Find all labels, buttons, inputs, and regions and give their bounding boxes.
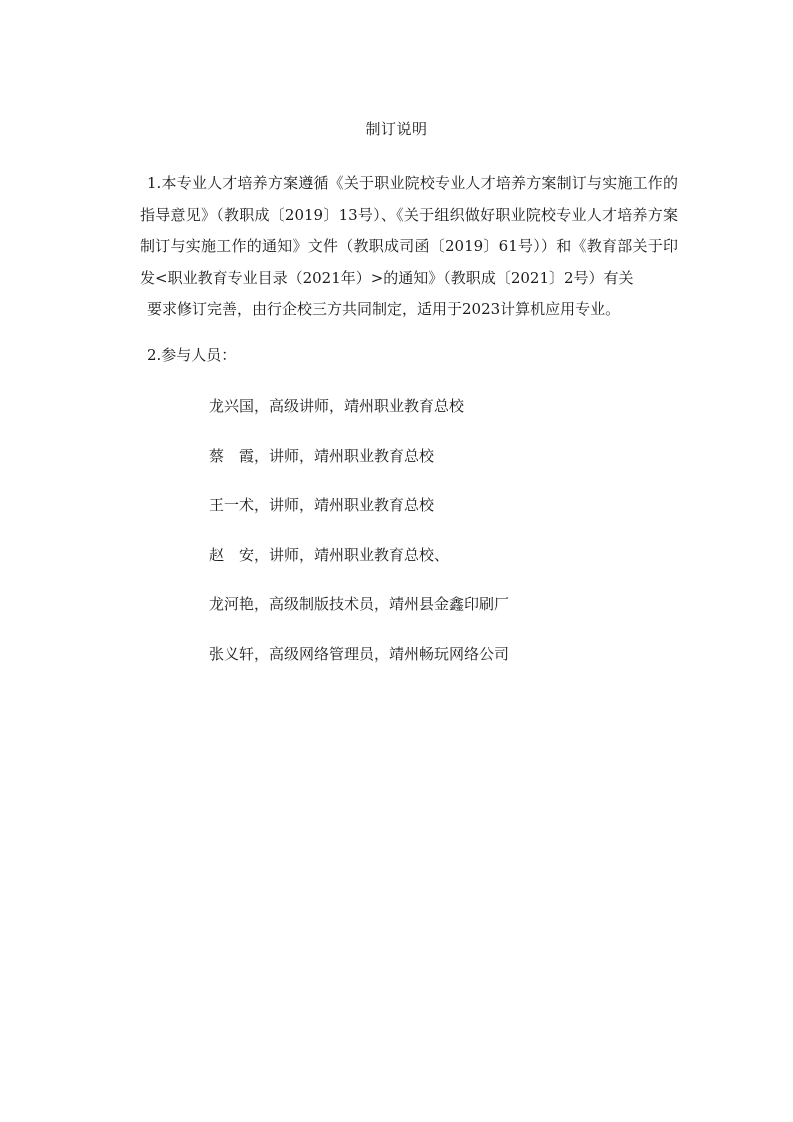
item-1-text: 1.本专业人才培养方案遵循《关于职业院校专业人才培养方案制订与实施工作的指导意见》（教职成〔2019〕13号）、《关于组织做好职业院校专业人才培养方案制订与实施工作的通知》文件（教职成司函〔2019〕61号））和《教育部关于印发<职业教育专业目录（2021年）>的通知》（教职成〔2021〕2号）有关 [140, 174, 678, 287]
document-title: 制订说明 [365, 120, 428, 138]
item-1-paragraph [140, 168, 678, 326]
member-list [209, 391, 629, 689]
member-entry: 龙兴国，高级讲师，靖州职业教育总校 [209, 397, 465, 415]
member-entry: 龙河艳，高级制版技术员，靖州县金鑫印刷厂 [209, 595, 510, 614]
item-1-last-line: 要求修订完善，由行企校三方共同制定，适用于2023计算机应用专业。 [147, 300, 621, 318]
member-entry: 张义轩，高级网络管理员，靖州畅玩网络公司 [209, 644, 510, 663]
member-entry: 王一术，讲师，靖州职业教育总校 [209, 496, 435, 515]
item-2-heading: 2.参与人员： [147, 346, 237, 364]
member-entry: 蔡 霞，讲师，靖州职业教育总校 [209, 446, 435, 465]
member-entry: 赵 安，讲师，靖州职业教育总校、 [209, 545, 450, 564]
